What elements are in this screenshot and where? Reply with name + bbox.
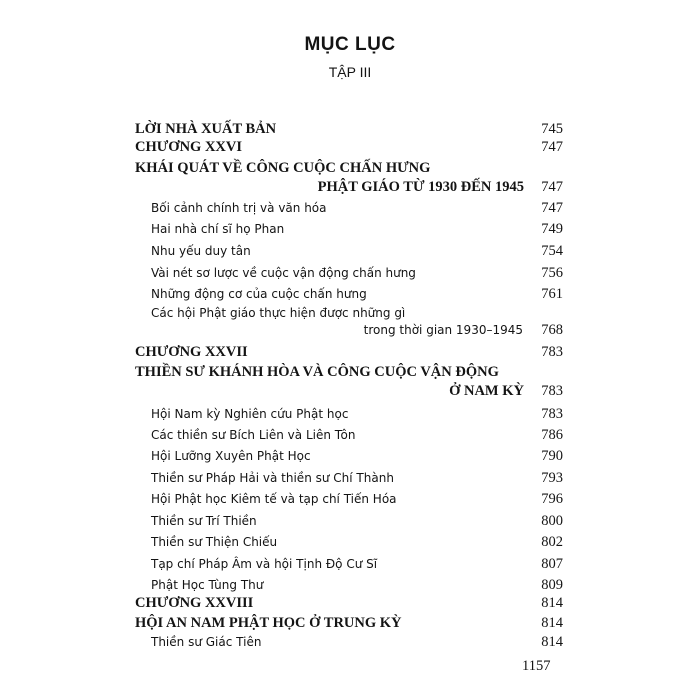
page-folio-number: 1157 (522, 658, 551, 674)
toc-page-number: 790 (541, 448, 563, 464)
toc-entry-section: Vài nét sơ lược về cuộc vận động chấn hưng (151, 266, 416, 280)
toc-entry-section: Hội Nam kỳ Nghiên cứu Phật học (151, 407, 349, 421)
toc-entry-section: Thiền sư Thiện Chiếu (151, 535, 278, 549)
toc-page-number: 747 (541, 139, 563, 155)
toc-entry-section: Nhu yếu duy tân (151, 244, 251, 258)
toc-entry-chapter-title: HỘI AN NAM PHẬT HỌC Ở TRUNG KỲ (135, 615, 402, 631)
toc-entry-section: Bối cảnh chính trị và văn hóa (151, 201, 327, 215)
toc-entry-section: Các thiền sư Bích Liên và Liên Tôn (151, 428, 356, 442)
toc-entry-chapter-title: KHÁI QUÁT VỀ CÔNG CUỘC CHẤN HƯNG (135, 160, 431, 176)
toc-page-number: 793 (541, 470, 563, 486)
toc-entry-section: Những động cơ của cuộc chấn hưng (151, 287, 367, 301)
toc-page-number: 747 (541, 179, 563, 195)
toc-entry-section: Hội Lưỡng Xuyên Phật Học (151, 449, 311, 463)
toc-entry-section: Hai nhà chí sĩ họ Phan (151, 222, 285, 236)
toc-page-number: 796 (541, 491, 563, 507)
toc-page-number: 814 (541, 634, 563, 650)
toc-entry-chapter: CHƯƠNG XXVII (135, 344, 248, 360)
toc-page-number: 800 (541, 513, 563, 529)
volume-subtitle: TẬP III (328, 64, 372, 80)
toc-page-number: 749 (541, 221, 563, 237)
toc-page-number: 814 (541, 615, 563, 631)
toc-page-number: 809 (541, 577, 563, 593)
toc-entry-section: Tạp chí Pháp Âm và hội Tịnh Độ Cư Sĩ (151, 557, 378, 571)
page-title: MỤC LỤC (304, 34, 396, 55)
toc-entry-chapter-title: THIỀN SƯ KHÁNH HÒA VÀ CÔNG CUỘC VẬN ĐỘNG (135, 364, 499, 380)
toc-page-number: 745 (541, 121, 563, 137)
toc-page-number: 768 (541, 322, 563, 338)
toc-entry-preface: LỜI NHÀ XUẤT BẢN (135, 121, 277, 137)
toc-page-number: 783 (541, 344, 563, 360)
toc-page-number: 761 (541, 286, 563, 302)
toc-page-number: 783 (541, 406, 563, 422)
toc-entry-section: Phật Học Tùng Thư (151, 578, 264, 592)
toc-page-number: 756 (541, 265, 563, 281)
toc-page-number: 802 (541, 534, 563, 550)
toc-page-number: 754 (541, 243, 563, 259)
toc-entry-continuation: Ở NAM KỲ (449, 383, 524, 399)
toc-entry-section: Thiền sư Trí Thiền (151, 514, 257, 528)
toc-page-number: 814 (541, 595, 563, 611)
toc-entry-continuation: trong thời gian 1930–1945 (363, 323, 523, 337)
toc-entry-section: Hội Phật học Kiêm tế và tạp chí Tiến Hóa (151, 492, 397, 506)
toc-entry-section: Thiền sư Pháp Hải và thiền sư Chí Thành (151, 471, 394, 485)
toc-page-number: 786 (541, 427, 563, 443)
toc-entry-chapter: CHƯƠNG XXVIII (135, 595, 254, 611)
toc-entry-continuation: PHẬT GIÁO TỪ 1930 ĐẾN 1945 (317, 179, 524, 195)
toc-page-number: 783 (541, 383, 563, 399)
toc-page-number: 747 (541, 200, 563, 216)
toc-page-number: 807 (541, 556, 563, 572)
toc-entry-section: Các hội Phật giáo thực hiện được những gì (151, 306, 406, 320)
toc-entry-chapter: CHƯƠNG XXVI (135, 139, 243, 155)
toc-entry-section: Thiền sư Giác Tiên (151, 635, 262, 649)
